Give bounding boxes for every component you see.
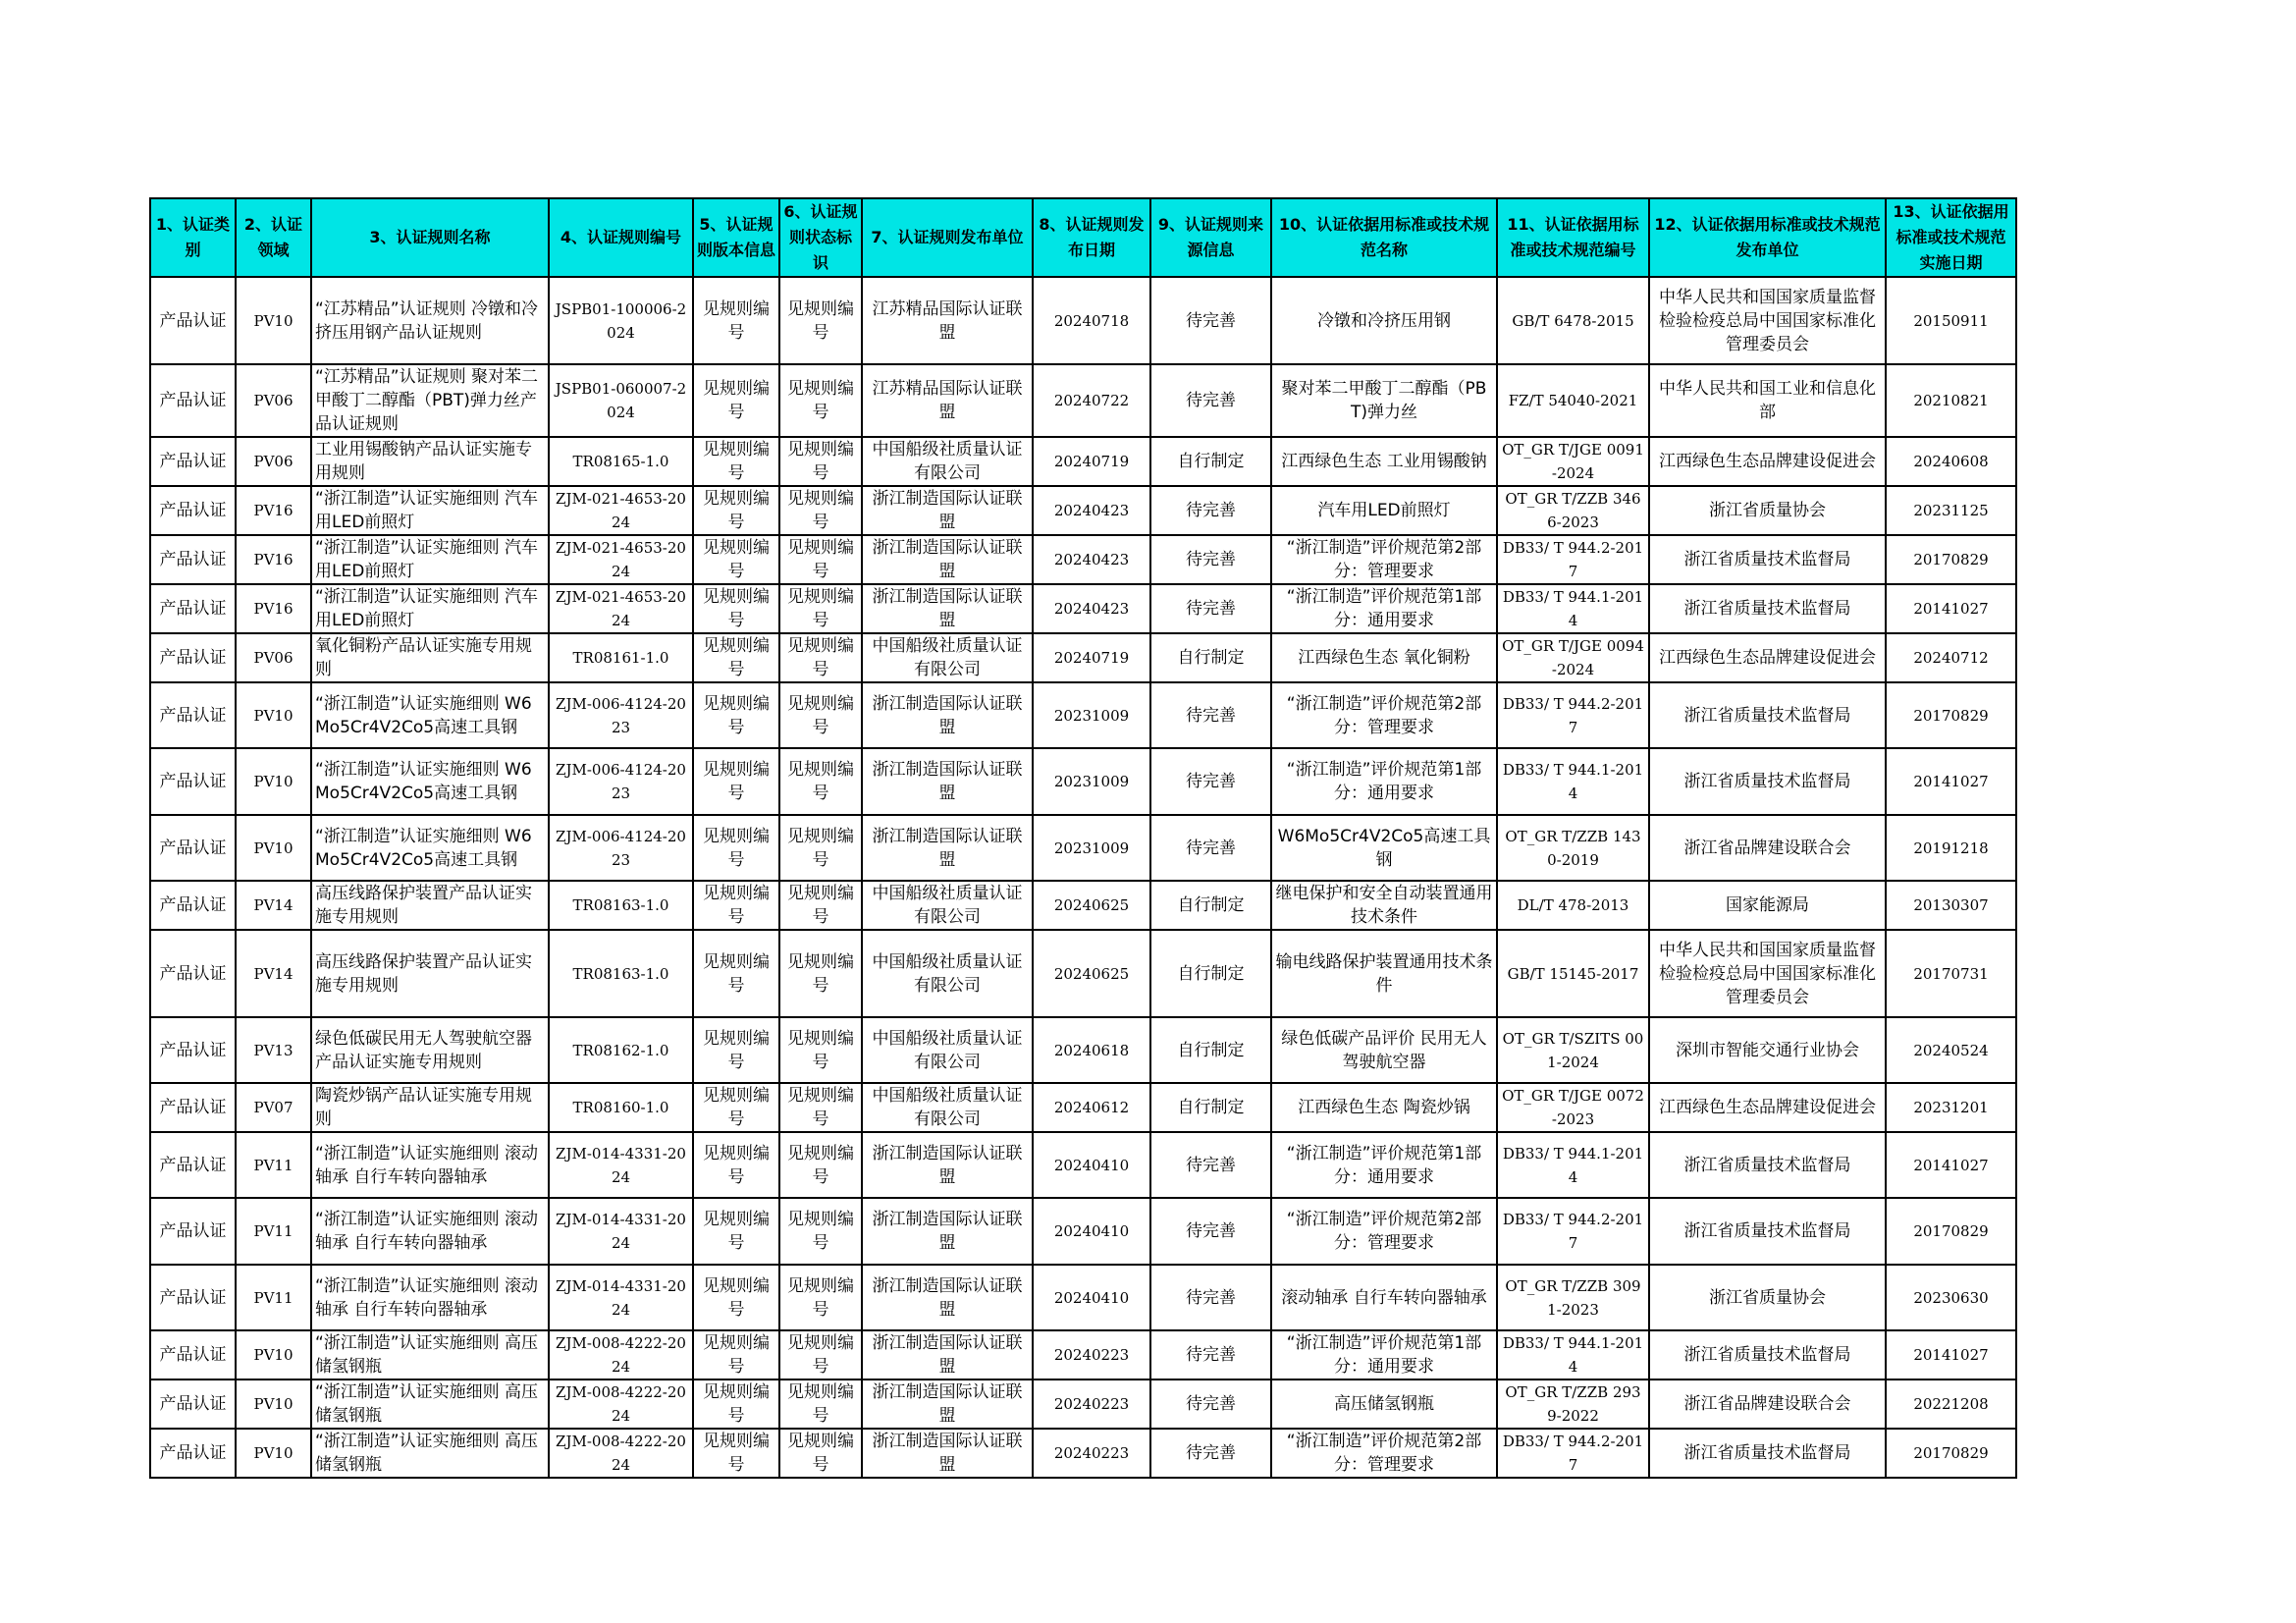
cell-standard-effective-date: 20170829: [1886, 1198, 2016, 1265]
cell-rule-name: “浙江制造”认证实施细则 汽车用LED前照灯: [311, 535, 549, 584]
cell-rule-status: 见规则编号: [779, 930, 862, 1017]
cell-rule-publish-date: 20240722: [1033, 364, 1150, 437]
cell-cert-domain: PV16: [236, 584, 311, 633]
cell-rule-publish-date: 20240223: [1033, 1330, 1150, 1380]
cell-rule-publisher: 浙江制造国际认证联盟: [862, 682, 1033, 748]
cell-standard-number: OT_GR T/ZZB 2939-2022: [1497, 1380, 1649, 1429]
cell-rule-source: 待完善: [1150, 815, 1271, 881]
cell-rule-number: TR08163-1.0: [549, 881, 693, 930]
cell-standard-publisher: 浙江省品牌建设联合会: [1649, 815, 1886, 881]
cell-standard-effective-date: 20210821: [1886, 364, 2016, 437]
col-header-standard-number: 11、认证依据用标准或技术规范编号: [1497, 198, 1649, 277]
col-header-standard-name: 10、认证依据用标准或技术规范名称: [1271, 198, 1497, 277]
cell-rule-name: “浙江制造”认证实施细则 高压储氢钢瓶: [311, 1429, 549, 1478]
table-row: [150, 1330, 2016, 1380]
cell-rule-publisher: 浙江制造国际认证联盟: [862, 1380, 1033, 1429]
cell-standard-publisher: 浙江省质量协会: [1649, 1265, 1886, 1330]
table-row: [150, 486, 2016, 535]
cell-cert-category: 产品认证: [150, 881, 236, 930]
cell-rule-source: 待完善: [1150, 1132, 1271, 1198]
cell-standard-publisher: 浙江省质量技术监督局: [1649, 535, 1886, 584]
cell-standard-effective-date: 20221208: [1886, 1380, 2016, 1429]
cell-cert-category: 产品认证: [150, 682, 236, 748]
cell-standard-number: DB33/ T 944.1-2014: [1497, 748, 1649, 815]
cell-rule-number: TR08160-1.0: [549, 1083, 693, 1132]
table-row: [150, 815, 2016, 881]
cell-rule-publish-date: 20240410: [1033, 1132, 1150, 1198]
cell-standard-publisher: 江西绿色生态品牌建设促进会: [1649, 1083, 1886, 1132]
cell-standard-number: OT_GR T/ZZB 3466-2023: [1497, 486, 1649, 535]
cell-standard-name: “浙江制造”评价规范第1部分：通用要求: [1271, 584, 1497, 633]
cell-standard-effective-date: 20130307: [1886, 881, 2016, 930]
cell-rule-source: 自行制定: [1150, 1083, 1271, 1132]
cell-rule-source: 待完善: [1150, 1265, 1271, 1330]
cell-rule-number: ZJM-008-4222-2024: [549, 1330, 693, 1380]
cell-rule-version: 见规则编号: [693, 815, 779, 881]
cell-standard-name: “浙江制造”评价规范第1部分：通用要求: [1271, 1330, 1497, 1380]
cell-rule-status: 见规则编号: [779, 535, 862, 584]
cell-standard-publisher: 浙江省质量技术监督局: [1649, 1198, 1886, 1265]
cell-standard-number: OT_GR T/JGE 0072-2023: [1497, 1083, 1649, 1132]
col-header-rule-publish-date: 8、认证规则发布日期: [1033, 198, 1150, 277]
cell-cert-category: 产品认证: [150, 1330, 236, 1380]
cell-rule-number: ZJM-021-4653-2024: [549, 584, 693, 633]
cell-cert-category: 产品认证: [150, 633, 236, 682]
cell-rule-version: 见规则编号: [693, 1380, 779, 1429]
cell-rule-publish-date: 20231009: [1033, 682, 1150, 748]
cell-standard-name: 绿色低碳产品评价 民用无人驾驶航空器: [1271, 1017, 1497, 1083]
cell-rule-publish-date: 20231009: [1033, 748, 1150, 815]
cell-standard-effective-date: 20170829: [1886, 1429, 2016, 1478]
cell-rule-number: ZJM-006-4124-2023: [549, 682, 693, 748]
cell-rule-source: 自行制定: [1150, 437, 1271, 486]
cell-rule-version: 见规则编号: [693, 930, 779, 1017]
cell-standard-name: “浙江制造”评价规范第2部分：管理要求: [1271, 1198, 1497, 1265]
cell-cert-category: 产品认证: [150, 1083, 236, 1132]
cell-cert-category: 产品认证: [150, 486, 236, 535]
cell-cert-category: 产品认证: [150, 1380, 236, 1429]
cell-rule-version: 见规则编号: [693, 1132, 779, 1198]
cell-rule-source: 待完善: [1150, 1429, 1271, 1478]
cell-standard-number: OT_GR T/JGE 0091-2024: [1497, 437, 1649, 486]
cell-rule-name: “浙江制造”认证实施细则 滚动轴承 自行车转向器轴承: [311, 1265, 549, 1330]
cell-standard-publisher: 浙江省质量技术监督局: [1649, 1132, 1886, 1198]
cell-standard-name: 江西绿色生态 陶瓷炒锅: [1271, 1083, 1497, 1132]
cell-cert-domain: PV14: [236, 930, 311, 1017]
cell-standard-effective-date: 20240712: [1886, 633, 2016, 682]
cell-standard-effective-date: 20141027: [1886, 1330, 2016, 1380]
cell-standard-publisher: 浙江省质量技术监督局: [1649, 584, 1886, 633]
cell-rule-source: 待完善: [1150, 748, 1271, 815]
cell-cert-category: 产品认证: [150, 748, 236, 815]
cell-standard-publisher: 国家能源局: [1649, 881, 1886, 930]
table-row: [150, 1198, 2016, 1265]
cell-standard-effective-date: 20231125: [1886, 486, 2016, 535]
cell-rule-version: 见规则编号: [693, 881, 779, 930]
cell-standard-number: GB/T 6478-2015: [1497, 277, 1649, 364]
cell-standard-publisher: 浙江省品牌建设联合会: [1649, 1380, 1886, 1429]
cell-rule-version: 见规则编号: [693, 364, 779, 437]
cell-cert-domain: PV06: [236, 633, 311, 682]
cell-rule-version: 见规则编号: [693, 1429, 779, 1478]
table-row: [150, 1265, 2016, 1330]
cell-rule-publisher: 江苏精品国际认证联盟: [862, 364, 1033, 437]
cell-rule-publish-date: 20240223: [1033, 1429, 1150, 1478]
cell-standard-effective-date: 20141027: [1886, 1132, 2016, 1198]
cell-rule-version: 见规则编号: [693, 1265, 779, 1330]
cell-standard-name: 江西绿色生态 氧化铜粉: [1271, 633, 1497, 682]
table-row: [150, 1380, 2016, 1429]
cell-rule-version: 见规则编号: [693, 1198, 779, 1265]
cell-rule-source: 待完善: [1150, 682, 1271, 748]
cell-rule-version: 见规则编号: [693, 277, 779, 364]
table-row: [150, 584, 2016, 633]
cell-cert-category: 产品认证: [150, 584, 236, 633]
cell-rule-name: “江苏精品”认证规则 冷镦和冷挤压用钢产品认证规则: [311, 277, 549, 364]
cell-rule-status: 见规则编号: [779, 881, 862, 930]
cell-standard-publisher: 浙江省质量协会: [1649, 486, 1886, 535]
table-body: [150, 277, 2016, 1478]
table-row: [150, 535, 2016, 584]
cell-standard-effective-date: 20240524: [1886, 1017, 2016, 1083]
cell-standard-number: DB33/ T 944.1-2014: [1497, 584, 1649, 633]
cell-rule-publisher: 中国船级社质量认证有限公司: [862, 881, 1033, 930]
cell-standard-effective-date: 20170731: [1886, 930, 2016, 1017]
cell-rule-status: 见规则编号: [779, 1380, 862, 1429]
cell-rule-name: “浙江制造”认证实施细则 高压储氢钢瓶: [311, 1380, 549, 1429]
table-row: [150, 881, 2016, 930]
cell-rule-publish-date: 20240410: [1033, 1265, 1150, 1330]
cell-standard-name: 高压储氢钢瓶: [1271, 1380, 1497, 1429]
cell-rule-version: 见规则编号: [693, 1017, 779, 1083]
cell-standard-publisher: 深圳市智能交通行业协会: [1649, 1017, 1886, 1083]
cell-cert-domain: PV16: [236, 535, 311, 584]
cell-rule-version: 见规则编号: [693, 584, 779, 633]
cell-rule-publish-date: 20240719: [1033, 633, 1150, 682]
cell-standard-name: 继电保护和安全自动装置通用技术条件: [1271, 881, 1497, 930]
cell-rule-publisher: 浙江制造国际认证联盟: [862, 815, 1033, 881]
col-header-rule-version: 5、认证规则版本信息: [693, 198, 779, 277]
cell-cert-domain: PV14: [236, 881, 311, 930]
cell-rule-version: 见规则编号: [693, 748, 779, 815]
cell-standard-effective-date: 20230630: [1886, 1265, 2016, 1330]
cell-rule-status: 见规则编号: [779, 682, 862, 748]
cell-rule-number: ZJM-006-4124-2023: [549, 815, 693, 881]
cell-cert-domain: PV11: [236, 1132, 311, 1198]
cell-rule-publish-date: 20240423: [1033, 486, 1150, 535]
col-header-rule-status: 6、认证规则状态标识: [779, 198, 862, 277]
table-row: [150, 277, 2016, 364]
cell-cert-category: 产品认证: [150, 277, 236, 364]
cell-rule-publish-date: 20240223: [1033, 1380, 1150, 1429]
table-row: [150, 930, 2016, 1017]
cell-cert-domain: PV11: [236, 1265, 311, 1330]
cell-rule-name: 工业用锡酸钠产品认证实施专用规则: [311, 437, 549, 486]
table-row: [150, 748, 2016, 815]
cell-rule-publisher: 中国船级社质量认证有限公司: [862, 930, 1033, 1017]
table-row: [150, 682, 2016, 748]
cell-cert-domain: PV10: [236, 682, 311, 748]
cell-standard-publisher: 江西绿色生态品牌建设促进会: [1649, 437, 1886, 486]
table-header: [150, 198, 2016, 277]
cell-rule-name: “浙江制造”认证实施细则 高压储氢钢瓶: [311, 1330, 549, 1380]
cell-standard-number: DB33/ T 944.2-2017: [1497, 1198, 1649, 1265]
col-header-rule-name: 3、认证规则名称: [311, 198, 549, 277]
cell-standard-publisher: 浙江省质量技术监督局: [1649, 1429, 1886, 1478]
cell-rule-status: 见规则编号: [779, 815, 862, 881]
cell-rule-publisher: 浙江制造国际认证联盟: [862, 1198, 1033, 1265]
cell-standard-number: OT_GR T/ZZB 3091-2023: [1497, 1265, 1649, 1330]
cell-rule-publisher: 中国船级社质量认证有限公司: [862, 633, 1033, 682]
cell-rule-name: 绿色低碳民用无人驾驶航空器产品认证实施专用规则: [311, 1017, 549, 1083]
cell-standard-name: “浙江制造”评价规范第1部分：通用要求: [1271, 748, 1497, 815]
cell-cert-domain: PV10: [236, 1429, 311, 1478]
cell-rule-publish-date: 20240718: [1033, 277, 1150, 364]
col-header-rule-source: 9、认证规则来源信息: [1150, 198, 1271, 277]
cell-rule-status: 见规则编号: [779, 1429, 862, 1478]
cell-cert-domain: PV07: [236, 1083, 311, 1132]
col-header-standard-publisher: 12、认证依据用标准或技术规范发布单位: [1649, 198, 1886, 277]
cell-rule-publisher: 中国船级社质量认证有限公司: [862, 1017, 1033, 1083]
table-row: [150, 1017, 2016, 1083]
cell-rule-number: JSPB01-100006-2024: [549, 277, 693, 364]
cell-rule-status: 见规则编号: [779, 1265, 862, 1330]
cell-rule-publisher: 浙江制造国际认证联盟: [862, 748, 1033, 815]
cell-rule-number: ZJM-008-4222-2024: [549, 1429, 693, 1478]
cell-standard-name: 江西绿色生态 工业用锡酸钠: [1271, 437, 1497, 486]
cell-rule-source: 自行制定: [1150, 633, 1271, 682]
cell-rule-publish-date: 20240423: [1033, 535, 1150, 584]
cell-rule-source: 自行制定: [1150, 1017, 1271, 1083]
cell-rule-number: TR08165-1.0: [549, 437, 693, 486]
table-row: [150, 437, 2016, 486]
cell-rule-publisher: 浙江制造国际认证联盟: [862, 1265, 1033, 1330]
cell-rule-status: 见规则编号: [779, 1083, 862, 1132]
cell-standard-number: DB33/ T 944.1-2014: [1497, 1132, 1649, 1198]
cell-rule-source: 待完善: [1150, 486, 1271, 535]
cell-rule-status: 见规则编号: [779, 277, 862, 364]
cell-rule-status: 见规则编号: [779, 1330, 862, 1380]
cell-standard-effective-date: 20150911: [1886, 277, 2016, 364]
cell-standard-name: “浙江制造”评价规范第2部分：管理要求: [1271, 1429, 1497, 1478]
cell-rule-name: “浙江制造”认证实施细则 汽车用LED前照灯: [311, 486, 549, 535]
cell-cert-domain: PV13: [236, 1017, 311, 1083]
cell-standard-publisher: 中华人民共和国国家质量监督检验检疫总局中国国家标准化管理委员会: [1649, 930, 1886, 1017]
table-row: [150, 1083, 2016, 1132]
cell-rule-name: “江苏精品”认证规则 聚对苯二甲酸丁二醇酯（PBT)弹力丝产品认证规则: [311, 364, 549, 437]
cell-rule-status: 见规则编号: [779, 1198, 862, 1265]
cell-standard-number: DB33/ T 944.2-2017: [1497, 682, 1649, 748]
cell-rule-number: ZJM-006-4124-2023: [549, 748, 693, 815]
cell-rule-status: 见规则编号: [779, 633, 862, 682]
cell-standard-number: DB33/ T 944.2-2017: [1497, 1429, 1649, 1478]
cell-rule-source: 待完善: [1150, 277, 1271, 364]
cell-rule-publisher: 浙江制造国际认证联盟: [862, 535, 1033, 584]
cell-standard-name: W6Mo5Cr4V2Co5高速工具钢: [1271, 815, 1497, 881]
cell-rule-version: 见规则编号: [693, 633, 779, 682]
cell-rule-number: TR08161-1.0: [549, 633, 693, 682]
cell-standard-number: DB33/ T 944.2-2017: [1497, 535, 1649, 584]
cell-rule-name: 高压线路保护装置产品认证实施专用规则: [311, 930, 549, 1017]
cell-rule-publisher: 浙江制造国际认证联盟: [862, 1132, 1033, 1198]
cell-cert-category: 产品认证: [150, 1198, 236, 1265]
cell-cert-category: 产品认证: [150, 1265, 236, 1330]
cell-rule-status: 见规则编号: [779, 748, 862, 815]
cell-rule-name: “浙江制造”认证实施细则 W6Mo5Cr4V2Co5高速工具钢: [311, 748, 549, 815]
cell-rule-name: “浙江制造”认证实施细则 汽车用LED前照灯: [311, 584, 549, 633]
cell-rule-source: 待完善: [1150, 1380, 1271, 1429]
table-row: [150, 364, 2016, 437]
cell-standard-effective-date: 20170829: [1886, 682, 2016, 748]
cell-rule-number: JSPB01-060007-2024: [549, 364, 693, 437]
cell-cert-domain: PV11: [236, 1198, 311, 1265]
cell-rule-source: 待完善: [1150, 535, 1271, 584]
cell-standard-number: FZ/T 54040-2021: [1497, 364, 1649, 437]
cell-cert-category: 产品认证: [150, 930, 236, 1017]
cell-cert-domain: PV06: [236, 364, 311, 437]
cell-rule-version: 见规则编号: [693, 535, 779, 584]
cell-standard-name: “浙江制造”评价规范第2部分：管理要求: [1271, 535, 1497, 584]
col-header-cert-domain: 2、认证领域: [236, 198, 311, 277]
table-row: [150, 1132, 2016, 1198]
cell-rule-publish-date: 20231009: [1033, 815, 1150, 881]
col-header-standard-effective-date: 13、认证依据用标准或技术规范实施日期: [1886, 198, 2016, 277]
cell-rule-publisher: 江苏精品国际认证联盟: [862, 277, 1033, 364]
cell-standard-name: “浙江制造”评价规范第2部分：管理要求: [1271, 682, 1497, 748]
cell-rule-source: 待完善: [1150, 1330, 1271, 1380]
cell-rule-publisher: 浙江制造国际认证联盟: [862, 486, 1033, 535]
cell-standard-name: 输电线路保护装置通用技术条件: [1271, 930, 1497, 1017]
cell-cert-domain: PV16: [236, 486, 311, 535]
cell-rule-name: “浙江制造”认证实施细则 滚动轴承 自行车转向器轴承: [311, 1132, 549, 1198]
cell-standard-effective-date: 20191218: [1886, 815, 2016, 881]
cell-standard-name: 冷镦和冷挤压用钢: [1271, 277, 1497, 364]
cell-rule-publish-date: 20240625: [1033, 881, 1150, 930]
cell-standard-effective-date: 20240608: [1886, 437, 2016, 486]
cell-rule-publisher: 浙江制造国际认证联盟: [862, 584, 1033, 633]
header-row: [150, 198, 2016, 277]
cell-rule-source: 自行制定: [1150, 930, 1271, 1017]
cell-standard-publisher: 浙江省质量技术监督局: [1649, 748, 1886, 815]
cell-cert-domain: PV10: [236, 1380, 311, 1429]
cell-cert-domain: PV06: [236, 437, 311, 486]
col-header-cert-category: 1、认证类别: [150, 198, 236, 277]
cell-standard-number: DB33/ T 944.1-2014: [1497, 1330, 1649, 1380]
cell-cert-category: 产品认证: [150, 815, 236, 881]
cell-rule-publish-date: 20240719: [1033, 437, 1150, 486]
cell-cert-category: 产品认证: [150, 1132, 236, 1198]
cell-rule-name: 氧化铜粉产品认证实施专用规则: [311, 633, 549, 682]
cell-rule-status: 见规则编号: [779, 364, 862, 437]
cell-rule-name: “浙江制造”认证实施细则 W6Mo5Cr4V2Co5高速工具钢: [311, 815, 549, 881]
cell-rule-version: 见规则编号: [693, 486, 779, 535]
cell-rule-number: ZJM-014-4331-2024: [549, 1132, 693, 1198]
cell-rule-number: TR08163-1.0: [549, 930, 693, 1017]
cell-standard-number: GB/T 15145-2017: [1497, 930, 1649, 1017]
cell-cert-category: 产品认证: [150, 535, 236, 584]
cell-rule-publisher: 浙江制造国际认证联盟: [862, 1429, 1033, 1478]
cell-rule-publish-date: 20240410: [1033, 1198, 1150, 1265]
cell-standard-name: “浙江制造”评价规范第1部分：通用要求: [1271, 1132, 1497, 1198]
cell-rule-number: ZJM-014-4331-2024: [549, 1265, 693, 1330]
table-row: [150, 1429, 2016, 1478]
col-header-rule-publisher: 7、认证规则发布单位: [862, 198, 1033, 277]
cell-standard-publisher: 中华人民共和国工业和信息化部: [1649, 364, 1886, 437]
cell-rule-source: 待完善: [1150, 1198, 1271, 1265]
cell-rule-name: 陶瓷炒锅产品认证实施专用规则: [311, 1083, 549, 1132]
cell-rule-publisher: 浙江制造国际认证联盟: [862, 1330, 1033, 1380]
cell-standard-effective-date: 20141027: [1886, 748, 2016, 815]
cell-rule-number: ZJM-008-4222-2024: [549, 1380, 693, 1429]
cell-standard-publisher: 浙江省质量技术监督局: [1649, 682, 1886, 748]
cell-standard-number: OT_GR T/SZITS 001-2024: [1497, 1017, 1649, 1083]
cell-rule-status: 见规则编号: [779, 584, 862, 633]
cell-rule-version: 见规则编号: [693, 437, 779, 486]
cell-rule-source: 待完善: [1150, 364, 1271, 437]
certification-rules-table: [149, 197, 2017, 1479]
cell-rule-number: ZJM-021-4653-2024: [549, 486, 693, 535]
cell-standard-effective-date: 20141027: [1886, 584, 2016, 633]
cell-cert-category: 产品认证: [150, 437, 236, 486]
cell-rule-publish-date: 20240612: [1033, 1083, 1150, 1132]
cell-rule-source: 自行制定: [1150, 881, 1271, 930]
cell-rule-publish-date: 20240423: [1033, 584, 1150, 633]
cell-standard-number: OT_GR T/ZZB 1430-2019: [1497, 815, 1649, 881]
cell-rule-status: 见规则编号: [779, 1132, 862, 1198]
cell-rule-status: 见规则编号: [779, 437, 862, 486]
cell-standard-name: 汽车用LED前照灯: [1271, 486, 1497, 535]
cell-rule-publish-date: 20240618: [1033, 1017, 1150, 1083]
cell-rule-source: 待完善: [1150, 584, 1271, 633]
cell-rule-number: ZJM-021-4653-2024: [549, 535, 693, 584]
cell-standard-effective-date: 20231201: [1886, 1083, 2016, 1132]
cell-standard-number: OT_GR T/JGE 0094-2024: [1497, 633, 1649, 682]
cell-rule-publish-date: 20240625: [1033, 930, 1150, 1017]
cell-rule-version: 见规则编号: [693, 1083, 779, 1132]
cell-rule-status: 见规则编号: [779, 1017, 862, 1083]
cell-rule-name: “浙江制造”认证实施细则 W6Mo5Cr4V2Co5高速工具钢: [311, 682, 549, 748]
cell-rule-version: 见规则编号: [693, 682, 779, 748]
cell-cert-domain: PV10: [236, 815, 311, 881]
table-row: [150, 633, 2016, 682]
cell-standard-publisher: 中华人民共和国国家质量监督检验检疫总局中国国家标准化管理委员会: [1649, 277, 1886, 364]
cell-rule-name: 高压线路保护装置产品认证实施专用规则: [311, 881, 549, 930]
cell-rule-number: TR08162-1.0: [549, 1017, 693, 1083]
cell-cert-category: 产品认证: [150, 1429, 236, 1478]
cell-standard-number: DL/T 478-2013: [1497, 881, 1649, 930]
cell-rule-publisher: 中国船级社质量认证有限公司: [862, 437, 1033, 486]
cell-rule-name: “浙江制造”认证实施细则 滚动轴承 自行车转向器轴承: [311, 1198, 549, 1265]
cell-cert-category: 产品认证: [150, 364, 236, 437]
col-header-rule-number: 4、认证规则编号: [549, 198, 693, 277]
cell-cert-category: 产品认证: [150, 1017, 236, 1083]
cell-cert-domain: PV10: [236, 1330, 311, 1380]
cell-standard-publisher: 江西绿色生态品牌建设促进会: [1649, 633, 1886, 682]
cell-standard-publisher: 浙江省质量技术监督局: [1649, 1330, 1886, 1380]
cell-rule-number: ZJM-014-4331-2024: [549, 1198, 693, 1265]
cell-rule-status: 见规则编号: [779, 486, 862, 535]
cell-rule-version: 见规则编号: [693, 1330, 779, 1380]
cell-standard-name: 滚动轴承 自行车转向器轴承: [1271, 1265, 1497, 1330]
cell-rule-publisher: 中国船级社质量认证有限公司: [862, 1083, 1033, 1132]
cell-standard-effective-date: 20170829: [1886, 535, 2016, 584]
cell-standard-name: 聚对苯二甲酸丁二醇酯（PBT)弹力丝: [1271, 364, 1497, 437]
cell-cert-domain: PV10: [236, 748, 311, 815]
cell-cert-domain: PV10: [236, 277, 311, 364]
